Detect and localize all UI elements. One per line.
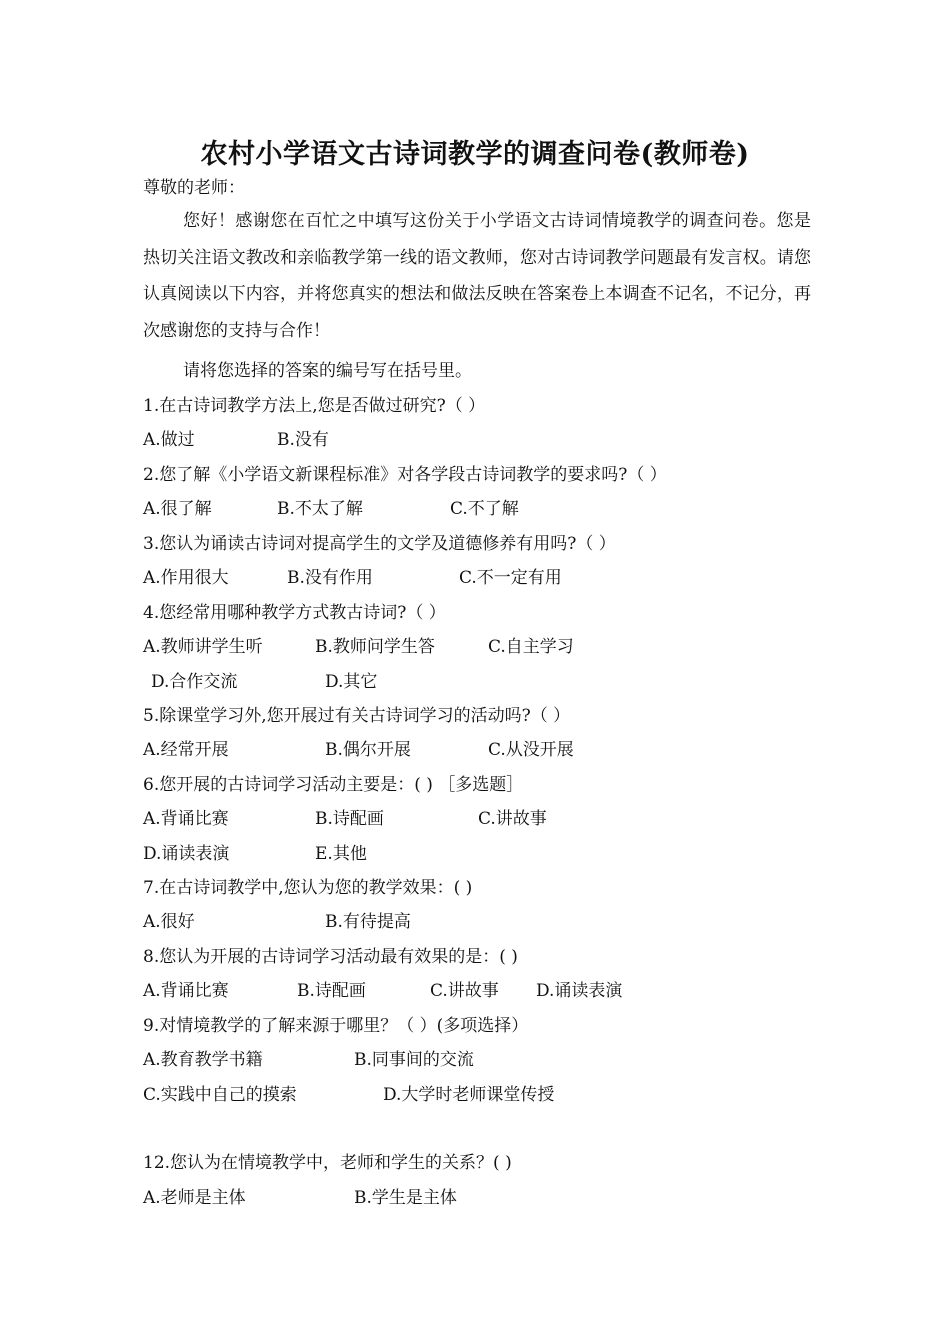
question-5: 5.除课堂学习外,您开展过有关古诗词学习的活动吗?（ ） xyxy=(143,706,571,726)
option: B.不太了解 xyxy=(277,499,363,519)
option: A.做过 xyxy=(143,430,195,450)
option: B.诗配画 xyxy=(297,981,366,1001)
option: D.其它 xyxy=(325,672,378,692)
intro-paragraph: 您好！感谢您在百忙之中填写这份关于小学语文古诗词情境教学的调查问卷。您是热切关注语文教改和亲临教学第一线的语文教师，您对古诗词教学问题最有发言权。请您认真阅读以下内容，并将您真实的想法和做法反映在答案卷上本调查不记名，不记分，再次感谢您的支持与合作！ xyxy=(143,211,811,341)
question-12: 12.您认为在情境教学中，老师和学生的关系？( ) xyxy=(143,1153,512,1173)
question-4: 4.您经常用哪种教学方式教古诗词?（ ） xyxy=(143,603,446,623)
option: D.诵读表演 xyxy=(143,844,230,864)
option: C.讲故事 xyxy=(478,809,547,829)
option: A.教师讲学生听 xyxy=(143,637,263,657)
instruction: 请将您选择的答案的编号写在括号里。 xyxy=(183,361,472,381)
option: C.自主学习 xyxy=(488,637,574,657)
option: B.教师问学生答 xyxy=(315,637,435,657)
option: D.大学时老师课堂传授 xyxy=(383,1085,555,1105)
option: A.很好 xyxy=(143,912,195,932)
option: A.背诵比赛 xyxy=(143,981,229,1001)
option: C.从没开展 xyxy=(488,740,574,760)
option: D.合作交流 xyxy=(151,672,238,692)
option: A.作用很大 xyxy=(143,568,229,588)
option: B.有待提高 xyxy=(325,912,411,932)
option: B.同事间的交流 xyxy=(354,1050,474,1070)
option: A.很了解 xyxy=(143,499,212,519)
option: A.经常开展 xyxy=(143,740,229,760)
option: B.学生是主体 xyxy=(354,1188,457,1208)
question-1: 1.在古诗词教学方法上,您是否做过研究?（ ） xyxy=(143,396,486,416)
document-title: 农村小学语文古诗词教学的调查问卷(教师卷) xyxy=(200,139,750,170)
question-9: 9.对情境教学的了解来源于哪里？（ ）(多项选择） xyxy=(143,1016,529,1036)
option: A.教育教学书籍 xyxy=(143,1050,263,1070)
question-7: 7.在古诗词教学中,您认为您的教学效果：( ) xyxy=(143,878,473,898)
option: B.没有 xyxy=(277,430,329,450)
option: B.诗配画 xyxy=(315,809,384,829)
option: C.不一定有用 xyxy=(459,568,562,588)
option: C.实践中自己的摸索 xyxy=(143,1085,297,1105)
option: C.讲故事 xyxy=(430,981,499,1001)
question-2: 2.您了解《小学语文新课程标准》对各学段古诗词教学的要求吗?（ ） xyxy=(143,465,667,485)
option: B.偶尔开展 xyxy=(325,740,411,760)
option: B.没有作用 xyxy=(287,568,373,588)
option: D.诵读表演 xyxy=(536,981,623,1001)
option: E.其他 xyxy=(315,844,367,864)
question-3: 3.您认为诵读古诗词对提高学生的文学及道德修养有用吗?（ ） xyxy=(143,534,616,554)
question-6: 6.您开展的古诗词学习活动主要是：( ) ［多选题］ xyxy=(143,775,524,795)
option: A.老师是主体 xyxy=(143,1188,246,1208)
greeting: 尊敬的老师： xyxy=(143,178,245,198)
option: C.不了解 xyxy=(450,499,519,519)
question-8: 8.您认为开展的古诗词学习活动最有效果的是：( ) xyxy=(143,947,518,967)
option: A.背诵比赛 xyxy=(143,809,229,829)
